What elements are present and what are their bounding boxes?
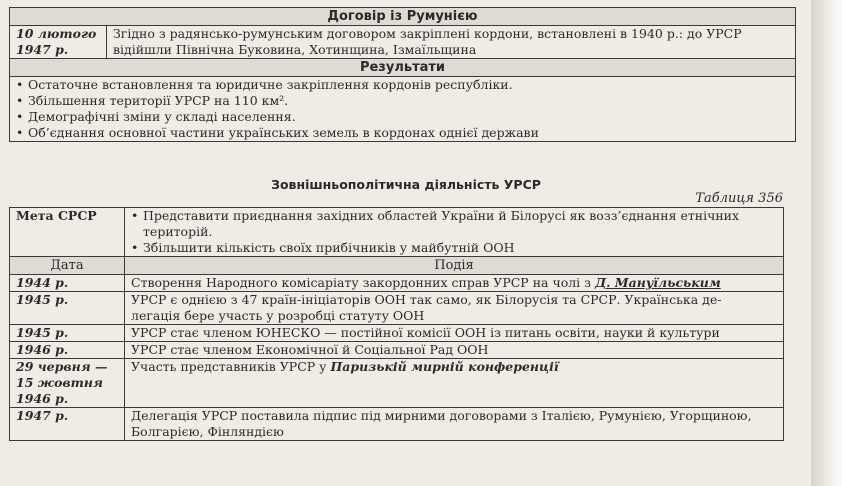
event-text: УРСР стає членом Економічної й Соціальної Рад ООН [125,342,784,359]
results-item: • Збільшення території УРСР на 110 км². [16,93,789,109]
treaty-header: Договір із Румунією [10,8,796,26]
table-row [10,292,784,325]
event-text-line1: УРСР є однією з 47 країн-ініціаторів ООН так само, як Білорусія та СРСР. Українська де- [131,292,722,307]
event-date-line3: 1946 р. [16,391,69,406]
event-date: 1945 р. [10,292,125,325]
event-date [10,359,125,408]
col-event-header: Подія [125,257,784,275]
treaty-text [107,26,796,59]
event-text-line2: легація бере участь у розробці статуту ООН [131,308,425,323]
goal-label: Мета СРСР [10,208,125,257]
event-text-emphasis: Паризькій мирній конференції [330,359,559,374]
event-text [125,408,784,441]
results-item: • Об’єднання основної частини українських земель в кордонах однієї держави [16,125,789,141]
goal-row [10,208,784,257]
event-text [125,275,784,292]
treaty-date-line2: 1947 р. [16,42,69,57]
col-date-header: Дата [10,257,125,275]
page-edge [811,0,845,486]
table-row [10,275,784,292]
treaty-text-line1: Згідно з радянсько-румунським договором закріплені кордони, встановлені в 1940 р.: до УРСР [113,26,742,41]
event-text-part: Створення Народного комісаріату закордонних справ УРСР на чолі з [131,275,595,290]
event-text-line1: Делегація УРСР поставила підпис під мирними договорами з Італією, Румунією, Угорщиною, [131,408,752,423]
results-header: Результати [10,59,796,77]
event-date: 1947 р. [10,408,125,441]
treaty-table [9,7,796,142]
table-row [10,342,784,359]
goal-item [131,208,777,240]
event-text-line2: Болгарією, Фінляндією [131,424,284,439]
results-list [10,77,796,142]
event-date-line2: 15 жовтня [16,375,103,390]
table-row [10,325,784,342]
goal-item: • Збільшити кількість своїх прибічників у майбутній ООН [131,240,777,256]
event-date: 1945 р. [10,325,125,342]
event-text-part: Участь представників УРСР у [131,359,331,374]
event-date: 1944 р. [10,275,125,292]
results-item: • Демографічні зміни у складі населення. [16,109,789,125]
goal-item1-line1: • Представити приєднання західних областей України й Білорусі як возз’єднання етнічних [143,208,740,223]
results-item: • Остаточне встановлення та юридичне закріплення кордонів республіки. [16,77,789,93]
table-row [10,408,784,441]
foreign-policy-table [9,207,784,441]
treaty-date [10,26,107,59]
goal-list [125,208,784,257]
table-number: Таблиця 356 [695,191,783,206]
event-date-line1: 29 червня — [16,359,108,374]
event-text: УРСР стає членом ЮНЕСКО — постійної комісії ООН із питань освіти, науки й культури [125,325,784,342]
event-text-emphasis: Д. Мануїльським [594,275,721,290]
treaty-text-line2: відійшли Північна Буковина, Хотинщина, Ізмаїльщина [113,42,477,57]
event-text [125,292,784,325]
treaty-date-line1: 10 лютого [16,26,97,41]
table-row [10,359,784,408]
event-date: 1946 р. [10,342,125,359]
event-text [125,359,784,408]
treaty-row [10,26,796,59]
section-title: Зовнішньополітична діяльність УРСР [271,177,541,192]
goal-item1-line2: територій. [143,224,213,239]
